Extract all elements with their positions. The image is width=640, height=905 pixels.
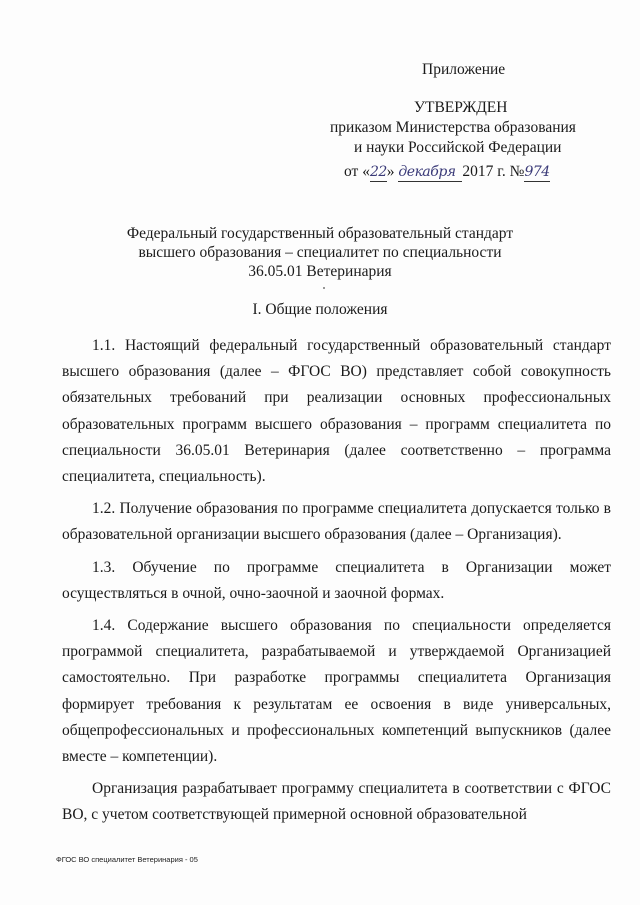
document-title	[60, 224, 580, 281]
title-line-2: высшего образования – специалитет по специальности	[138, 244, 502, 261]
date-prefix: от «	[344, 163, 370, 180]
paragraph-1-2: 1.2. Получение образования по программе специалитета допускается только в образовательной организации высшего образования (далее – Организация).	[62, 500, 611, 544]
approved-label: УТВЕРЖДЕН	[414, 99, 508, 116]
title-line-3: 36.05.01 Ветеринария	[248, 263, 392, 280]
approval-date-line	[330, 162, 600, 182]
page-footer: ФГОС ВО специалитет Ветеринария - 05	[56, 855, 198, 864]
scan-speck	[323, 287, 325, 289]
paragraph-1-4: 1.4. Содержание высшего образования по специальности определяется программой специалитета, разрабатываемой и утверждаемой Организацией самостоятельно. При разработке программы специалитета Организация формирует требования к результатам ее освоения в виде универсальных, общепрофессиональных и профессиональных компетенций выпускников (далее вместе – компетенции).	[62, 617, 611, 766]
body-text	[62, 333, 611, 835]
approval-block	[330, 60, 600, 182]
appendix-label: Приложение	[422, 61, 506, 78]
paragraph-1-3: 1.3. Обучение по программе специалитета в Организации может осуществляться в очной, очно-заочной и заочной формах.	[62, 558, 611, 602]
paragraph-1-1: 1.1. Настоящий федеральный государственный образовательный стандарт высшего образования (далее – ФГОС ВО) представляет собой совокупность обязательных требований при реализации основных профессиональных образовательных программ высшего образования – программ специалитета по специальности 36.05.01 Ветеринария (далее соответственно – программа специалитета, специальность).	[62, 337, 611, 486]
section-title: I. Общие положения	[252, 301, 388, 318]
approval-order-line: приказом Министерства образования	[330, 119, 576, 136]
paragraph-organization: Организация разрабатывает программу специалитета в соответствии с ФГОС ВО, с учетом соответствующей примерной основной образовательной	[62, 780, 611, 824]
order-number-handwritten: 974	[524, 164, 550, 180]
date-day-handwritten: 22	[369, 164, 387, 180]
date-mid: »	[386, 163, 399, 180]
date-month-handwritten: декабря	[398, 164, 462, 182]
approval-ministry-line: и науки Российской Федерации	[354, 139, 562, 156]
title-line-1: Федеральный государственный образовательный стандарт	[126, 225, 514, 242]
date-year: 2017 г. №	[462, 163, 525, 180]
